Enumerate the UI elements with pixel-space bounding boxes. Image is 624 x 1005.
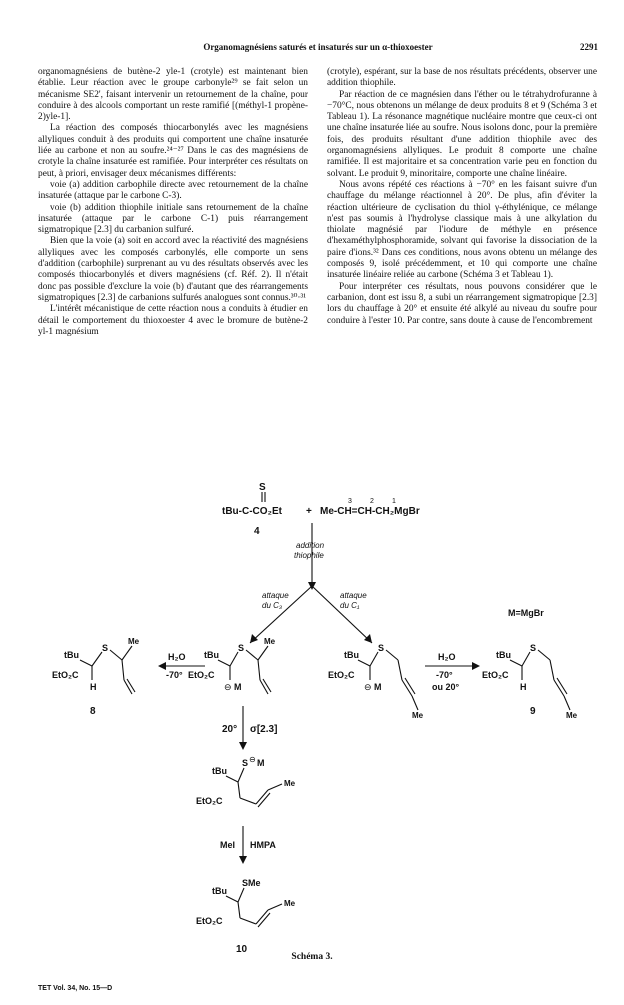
EtO2C-label: EtO₂C xyxy=(328,670,355,680)
page-number: 2291 xyxy=(580,42,598,52)
page-header xyxy=(38,42,598,58)
EtO2C-label: EtO₂C xyxy=(196,916,223,926)
tBu-label: tBu xyxy=(204,650,219,660)
compound-label-8: 8 xyxy=(90,706,96,717)
hydrolysis-temperature: -70° xyxy=(166,670,183,680)
right-column xyxy=(327,67,597,327)
attack-c3-label: attaque xyxy=(262,591,289,600)
M-label: M xyxy=(374,682,382,692)
journal-footer: TET Vol. 34, No. 15—D xyxy=(38,985,113,992)
reagent-thioxoester: tBu-C-CO₂Et xyxy=(222,506,282,517)
metal-legend: M=MgBr xyxy=(508,608,544,618)
paragraph: voie (a) addition carbophile directe avec retournement de la chaîne insaturée (attaque par le carbone C-3). xyxy=(38,179,308,202)
Me-label: Me xyxy=(412,711,424,720)
alkylation-reagent: MeI xyxy=(220,840,236,850)
attack-c1-label: attaque xyxy=(340,591,367,600)
reagent-crotyl-magnesium: Me-CH=CH-CH₂MgBr xyxy=(320,506,420,517)
tBu-label: tBu xyxy=(212,766,227,776)
S-label: S xyxy=(530,643,537,653)
hydrolysis-reagent: H₂O xyxy=(438,652,456,662)
S-label: S xyxy=(378,643,385,653)
attack-c1-label: du C₁ xyxy=(340,601,360,610)
paragraph: Pour interpréter ces résultats, nous pouvons considérer que le carbanion, dont est issu 8, a subi un réarrangement sigmatropique [2.3] lors du chauffage à 20° et ensuite été alkylé au niveau du soufre pour conduire à l'ester 10. Par contre, sans doute à cause de l'encombrement xyxy=(327,281,597,326)
attack-c3-label: du C₃ xyxy=(262,601,283,610)
locant-2: 2 xyxy=(370,498,374,505)
paragraph: L'intérêt mécanistique de cette réaction nous a conduits à étudier en détail le comportement du thioxoester 4 avec le bromure de butène-2 yl-1 magnésium xyxy=(38,304,308,337)
hydrolysis-reagent: H₂O xyxy=(168,652,186,662)
H-label: H xyxy=(520,682,527,692)
S-label: S xyxy=(102,643,109,653)
S-label: S xyxy=(242,758,249,768)
paragraph: organomagnésiens de butène-2 yle-1 (crotyle) est maintenant bien établie. Leur réaction avec le groupe carbonyle²⁹ se fait selon un mécanisme SE2', faisant intervenir un retournement de la chaîne, pour conduire à des alcools comportant un reste ramifié [(méthyl-1 propène-2)yle-1]. xyxy=(38,67,308,123)
alkylation-solvent: HMPA xyxy=(250,840,276,850)
paragraph: Bien que la voie (a) soit en accord avec la réactivité des magnésiens allyliques avec les composés carbonylés, elle comporte un sens d'addition (carbophile) surprenant au vu des résultats observés avec les composés thiocarbonylés et divers magnésiens (cf. Réf. 2). Il n'était donc pas possible d'exclure la voie (b) d'autant que des réarrangements sigmatropiques [2.3] de carbanions sulfurés analogues sont connus.³⁰·³¹ xyxy=(38,236,308,303)
reagent-plus: + xyxy=(306,506,312,517)
carbanion-charge: ⊖ xyxy=(224,682,232,692)
thiolate-charge: ⊖ xyxy=(249,755,256,764)
Me-label: Me xyxy=(284,779,296,788)
reagent-S: S xyxy=(259,482,266,493)
paragraph: Par réaction de ce magnésien dans l'éther ou le tétrahydrofuranne à −70°C, nous obtenons un mélange de deux produits 8 et 9 (Schéma 3 et Tableau 1). La résonance magnétique nucléaire montre que ceux-ci ont une chaîne insaturée liée au soufre. Nous isolons donc, pour la première fois, des produits résultant d'une addition thiophile avec des organomagnésiens allyliques. Le produit 8 comporte une chaîne ramifiée. Il est majoritaire et sa concentration varie peu en fonction du solvant. Le produit 9, minoritaire, comporte une chaîne linéaire. xyxy=(327,89,597,179)
rearrangement-temperature: 20° xyxy=(222,724,238,735)
compound-label-10: 10 xyxy=(236,944,248,955)
carbanion-charge: ⊖ xyxy=(364,682,372,692)
reaction-scheme xyxy=(0,448,624,978)
M-label: M xyxy=(257,758,265,768)
Me-label: Me xyxy=(264,637,276,646)
Me-label: Me xyxy=(566,711,578,720)
M-label: M xyxy=(234,682,242,692)
paragraph: Nous avons répété ces réactions à −70° en les faisant suivre d'un chauffage du mélange réactionnel à 20°. De plus, afin d'éviter la réaction ultérieure de cyclisation du thiol γ-éthylénique, ce mélange n'est pas soumis à l'hydrolyse classique mais à une alkylation du thiolate magnésié par l'iodure de méthyle en présence d'hexaméthylphosphoramide, solvant qui favorise la dissociation de la paire d'ions.³² Dans ces conditions, nous avons obtenu un mélange des composés 9, isolé précédemment, et 10 qui comporte une chaîne insaturée linéaire reliée au carbone (Schéma 3 et Tableau 1). xyxy=(327,179,597,281)
paragraph: voie (b) addition thiophile initiale sans retournement de la chaîne insaturée (attaque par le carbone C-1) puis réarrangement sigmatropique [2.3] du carbanion sulfuré. xyxy=(38,202,308,236)
paragraph: La réaction des composés thiocarbonylés avec les magnésiens allyliques conduit à des produits qui comportent une chaîne insaturée liée au carbone et non au soufre.²⁴⁻²⁷ Dans le cas des magnésiens de crotyle la chaîne insaturée est ramifiée. Pour interpréter ces résultats on peut, à priori, envisager deux mécanismes différents: xyxy=(38,123,308,179)
EtO2C-label: EtO₂C xyxy=(188,670,215,680)
paragraph: (crotyle), espérant, sur la base de nos résultats précédents, observer une addition thiophile. xyxy=(327,67,597,89)
tBu-label: tBu xyxy=(496,650,511,660)
scheme-caption: Schéma 3. xyxy=(291,952,333,962)
EtO2C-label: EtO₂C xyxy=(52,670,79,680)
S-label: S xyxy=(238,643,245,653)
locant-1: 1 xyxy=(392,498,396,505)
addition-label: thiophile xyxy=(294,551,324,560)
SMe-label: SMe xyxy=(242,878,261,888)
compound-label-4: 4 xyxy=(254,526,260,537)
addition-label: addition xyxy=(296,541,325,550)
EtO2C-label: EtO₂C xyxy=(196,796,223,806)
tBu-label: tBu xyxy=(344,650,359,660)
rearrangement-type: σ[2.3] xyxy=(250,724,278,735)
H-label: H xyxy=(90,682,97,692)
locant-3: 3 xyxy=(348,498,352,505)
compound-label-9: 9 xyxy=(530,706,536,717)
hydrolysis-temperature-alt: ou 20° xyxy=(432,682,460,692)
running-title: Organomagnésiens saturés et insaturés sur un α-thioxoester xyxy=(203,42,433,52)
EtO2C-label: EtO₂C xyxy=(482,670,509,680)
Me-label: Me xyxy=(284,899,296,908)
tBu-label: tBu xyxy=(64,650,79,660)
left-column xyxy=(38,67,308,338)
tBu-label: tBu xyxy=(212,886,227,896)
Me-label: Me xyxy=(128,637,140,646)
hydrolysis-temperature: -70° xyxy=(436,670,453,680)
